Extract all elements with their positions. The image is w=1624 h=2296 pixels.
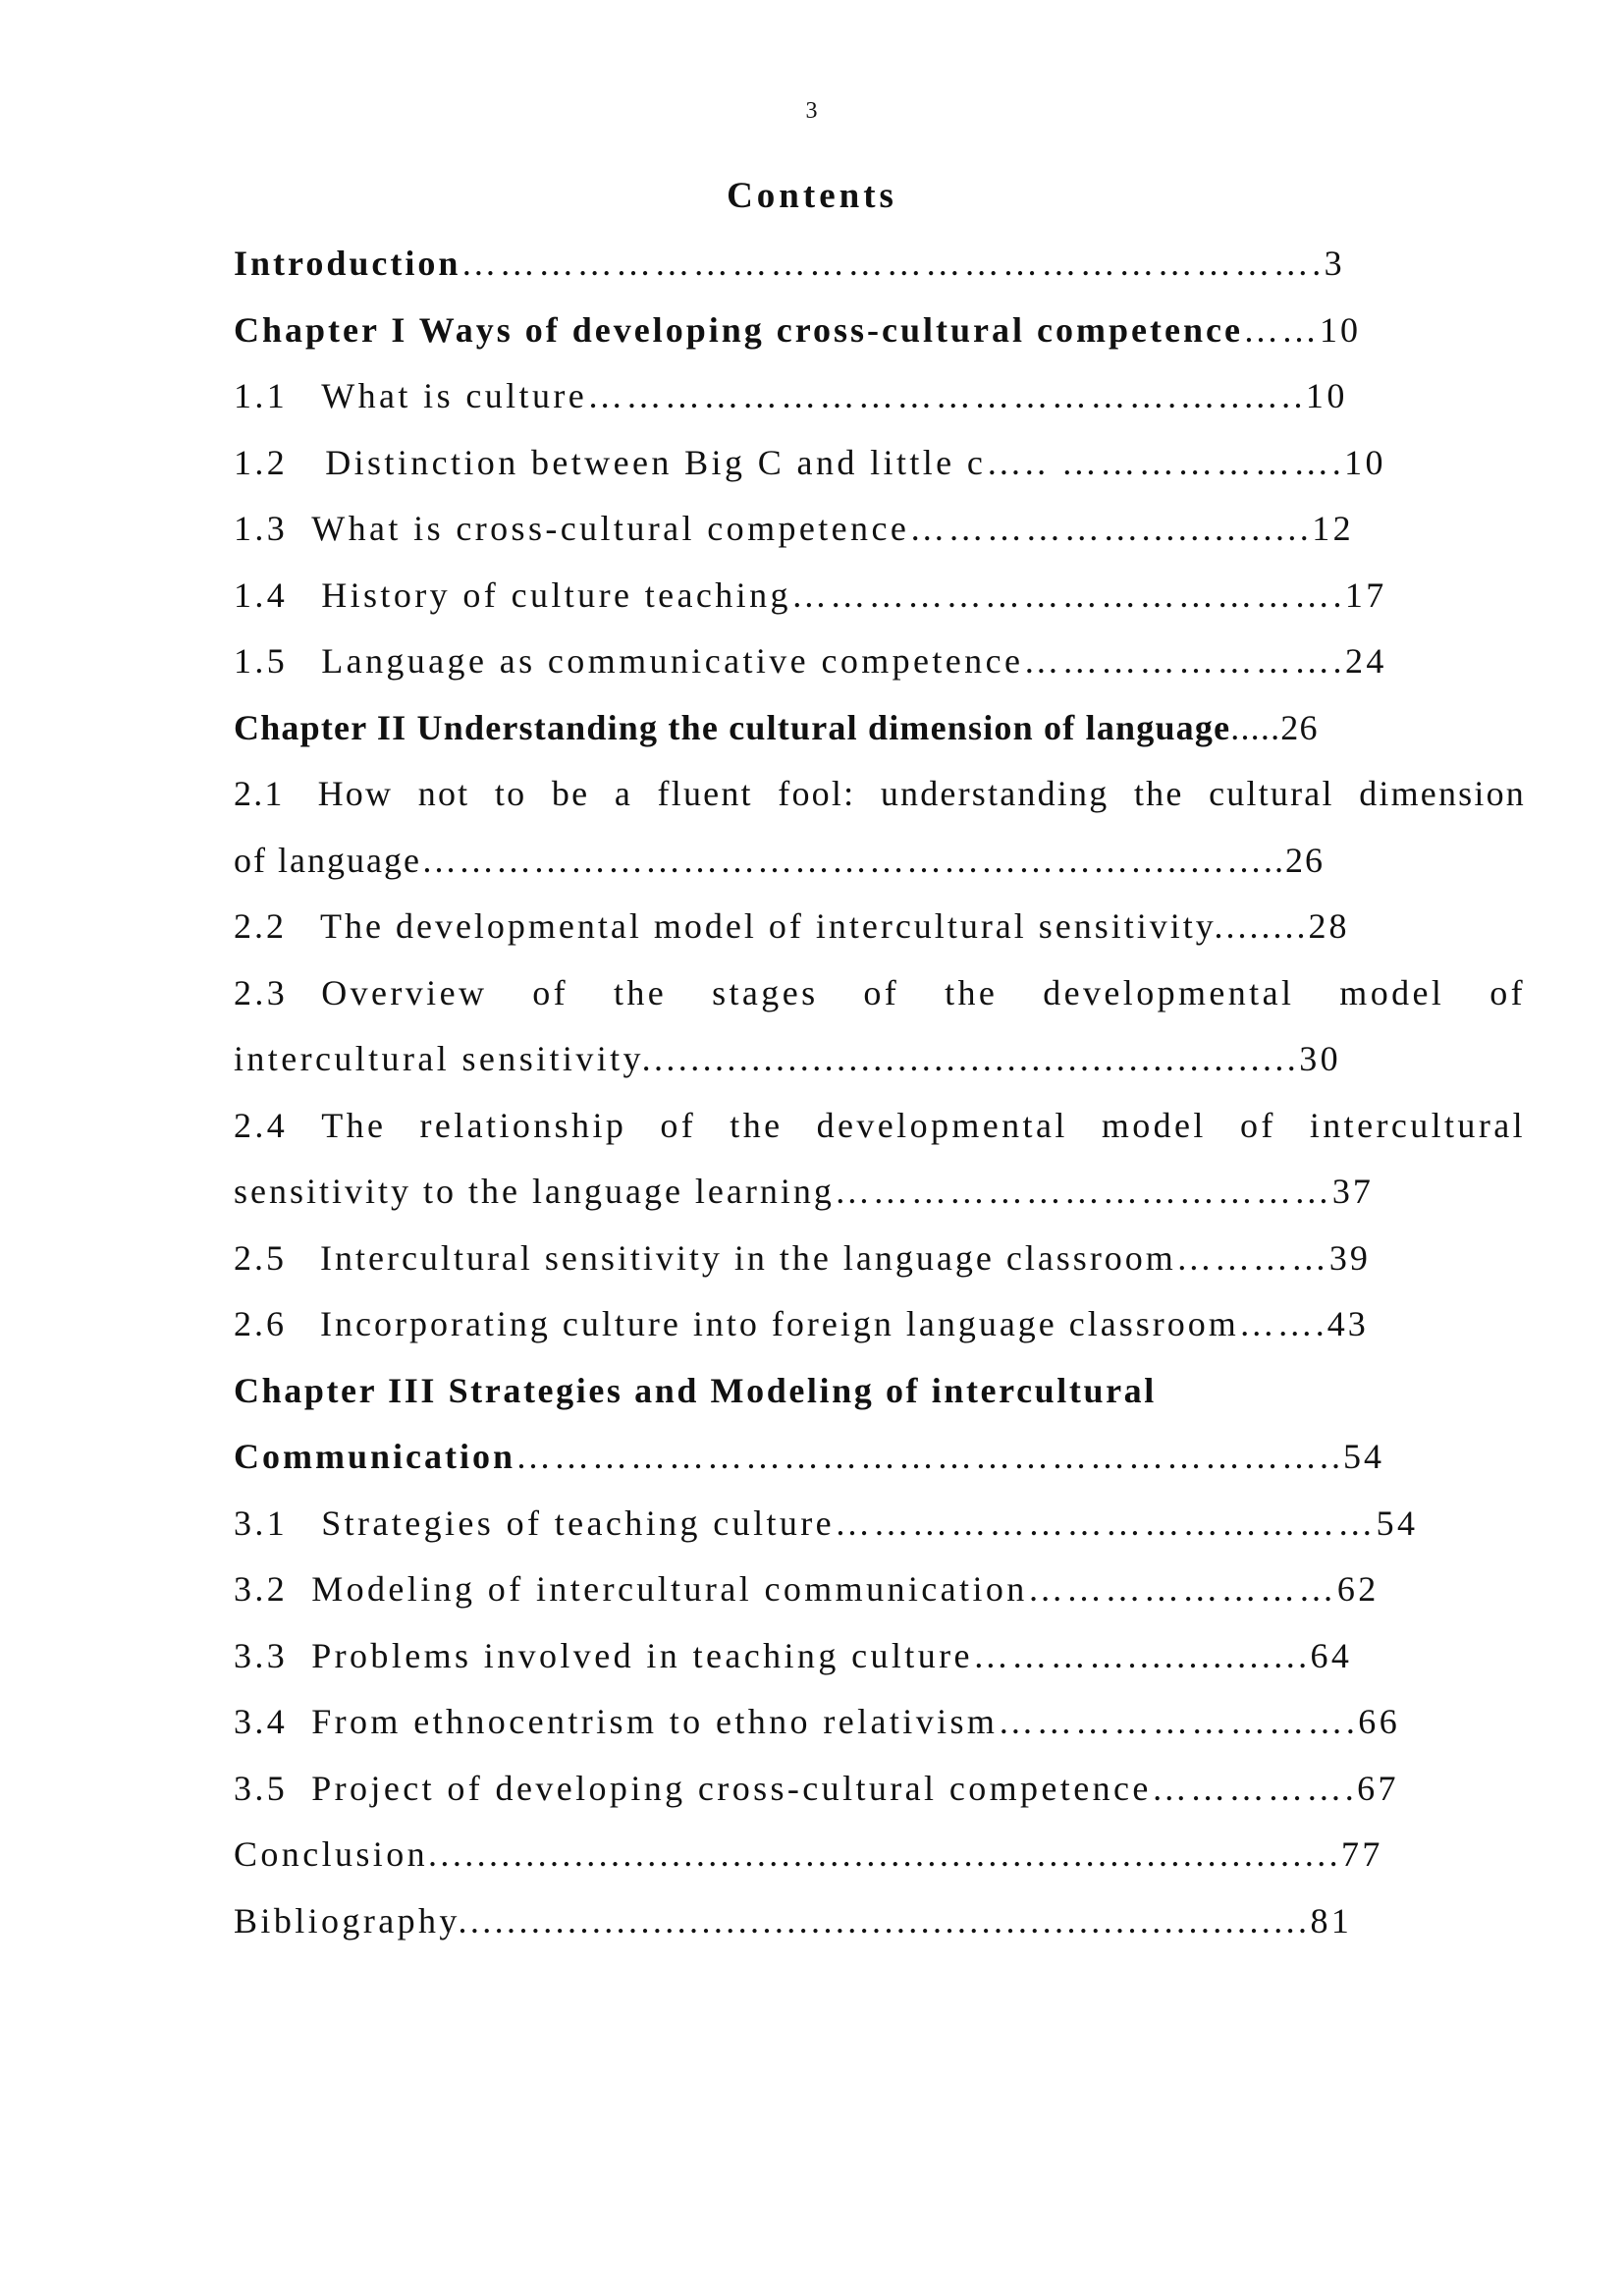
toc-section-number: 3.1 bbox=[234, 1503, 289, 1543]
toc-entry-title: Intercultural sensitivity in the language classroom bbox=[320, 1237, 1176, 1278]
toc-line-chapter-2 bbox=[234, 695, 1530, 762]
toc-section-number: 2.5 bbox=[234, 1237, 287, 1278]
toc-entry-title: Strategies of teaching culture bbox=[321, 1503, 836, 1543]
toc-line-2-3 bbox=[234, 960, 1526, 1027]
toc-leader: ………………..............12 bbox=[909, 509, 1355, 548]
toc-section-number: 1.3 bbox=[234, 509, 289, 548]
toc-leader: ……………………………………………………..……..26 bbox=[420, 840, 1325, 880]
toc-entry-title: of language bbox=[234, 840, 421, 880]
toc-entry-title: Bibliography bbox=[234, 1900, 459, 1941]
page-number: 3 bbox=[805, 98, 819, 124]
toc-line-1-1 bbox=[234, 363, 1530, 430]
toc-entry-title: Project of developing cross-cultural competence bbox=[311, 1768, 1152, 1808]
toc-line-1-4 bbox=[234, 563, 1530, 629]
toc-section-number: 1.2 bbox=[234, 442, 289, 482]
toc-line-2-4-continued bbox=[234, 1159, 1530, 1226]
toc-entry-title: History of culture teaching bbox=[321, 574, 791, 615]
toc-leader: ......................................................................81 bbox=[458, 1900, 1353, 1941]
toc-section-number: 2.1 bbox=[234, 774, 285, 813]
toc-line-1-5 bbox=[234, 629, 1530, 695]
toc-line-3-2 bbox=[234, 1557, 1530, 1623]
toc-line-3-3 bbox=[234, 1623, 1530, 1690]
toc-line-2-5 bbox=[234, 1226, 1530, 1292]
toc-line-1-2 bbox=[234, 430, 1530, 497]
toc-entry-title: Conclusion bbox=[234, 1834, 429, 1874]
table-of-contents bbox=[234, 231, 1530, 1954]
toc-entry-title: What is culture bbox=[321, 376, 588, 415]
toc-section-number: 3.3 bbox=[234, 1635, 289, 1675]
toc-section-number: 3.5 bbox=[234, 1768, 289, 1808]
toc-leader: …………...............64 bbox=[972, 1635, 1353, 1675]
toc-leader: ...........................................................................77 bbox=[428, 1834, 1383, 1874]
toc-line-conclusion bbox=[234, 1822, 1530, 1888]
toc-entry-title: Incorporating culture into foreign language classroom bbox=[320, 1304, 1239, 1343]
toc-leader: ……………………………………….…..…..10 bbox=[587, 376, 1348, 415]
toc-line-2-3-continued bbox=[234, 1026, 1530, 1093]
toc-entry-title: How not to be a fluent fool: understanding the cultural dimension bbox=[317, 774, 1526, 813]
contents-heading: Contents bbox=[727, 176, 897, 216]
toc-entry-title: Communication bbox=[234, 1437, 516, 1476]
toc-section-number: 1.4 bbox=[234, 574, 289, 615]
toc-line-chapter-1 bbox=[234, 298, 1530, 364]
toc-line-2-1-continued bbox=[234, 828, 1530, 895]
toc-section-number: 1.5 bbox=[234, 641, 289, 681]
toc-line-2-2 bbox=[234, 894, 1530, 960]
toc-entry-title: From ethnocentrism to ethno relativism bbox=[311, 1702, 999, 1741]
toc-entry-title: Chapter I Ways of developing cross-cultural competence bbox=[234, 309, 1243, 350]
toc-section-number: 3.4 bbox=[234, 1702, 289, 1741]
toc-entry-title: Chapter II Understanding the cultural dimension of language bbox=[234, 707, 1231, 747]
toc-line-3-1 bbox=[234, 1491, 1530, 1558]
toc-line-2-6 bbox=[234, 1291, 1530, 1358]
toc-entry-title: Chapter III Strategies and Modeling of intercultural bbox=[234, 1370, 1157, 1410]
toc-line-chapter-3 bbox=[234, 1358, 1530, 1425]
toc-leader: ........28 bbox=[1214, 906, 1350, 946]
toc-section-number: 3.2 bbox=[234, 1569, 289, 1609]
toc-entry-title: The relationship of the developmental model of intercultural bbox=[321, 1105, 1526, 1145]
toc-section-number: 2.4 bbox=[234, 1105, 289, 1145]
toc-leader: …………………………………37 bbox=[834, 1172, 1374, 1211]
toc-leader: ……………………………………54 bbox=[835, 1503, 1419, 1543]
toc-section-number: 2.6 bbox=[234, 1304, 287, 1343]
toc-leader: ……………………62 bbox=[1027, 1569, 1380, 1609]
toc-line-3-5 bbox=[234, 1756, 1530, 1823]
toc-line-introduction bbox=[234, 231, 1530, 298]
toc-line-3-4 bbox=[234, 1689, 1530, 1756]
toc-leader: …………39 bbox=[1175, 1237, 1371, 1278]
toc-leader: ….. ………………….10 bbox=[986, 442, 1386, 482]
toc-entry-title: sensitivity to the language learning bbox=[234, 1172, 835, 1211]
toc-leader: …………………………………….17 bbox=[790, 574, 1387, 615]
toc-entry-title: Distinction between Big C and little c bbox=[325, 442, 987, 482]
toc-leader: ………………………………………………………..54 bbox=[515, 1437, 1385, 1476]
toc-leader: …………………….24 bbox=[1023, 641, 1387, 681]
toc-line-bibliography bbox=[234, 1888, 1530, 1955]
toc-leader: …………….67 bbox=[1151, 1768, 1399, 1808]
toc-leader: ……………………….66 bbox=[998, 1702, 1401, 1741]
toc-leader: ……10 bbox=[1242, 309, 1361, 350]
toc-section-number: 1.1 bbox=[234, 376, 289, 415]
toc-leader: .....26 bbox=[1230, 707, 1319, 747]
toc-entry-title: What is cross-cultural competence bbox=[311, 509, 910, 548]
toc-line-1-3 bbox=[234, 496, 1530, 563]
toc-entry-title: Problems involved in teaching culture bbox=[311, 1635, 973, 1675]
toc-line-2-4 bbox=[234, 1093, 1526, 1160]
toc-leader: ......................................................30 bbox=[641, 1039, 1341, 1078]
toc-entry-title: Modeling of intercultural communication bbox=[311, 1569, 1028, 1609]
toc-line-chapter-3-continued bbox=[234, 1424, 1530, 1491]
toc-entry-title: Introduction bbox=[234, 244, 461, 283]
toc-line-2-1 bbox=[234, 761, 1526, 828]
toc-entry-title: The developmental model of intercultural sensitivity bbox=[320, 906, 1215, 946]
toc-section-number: 2.2 bbox=[234, 906, 287, 946]
toc-entry-title: intercultural sensitivity bbox=[234, 1039, 642, 1078]
toc-entry-title: Language as communicative competence bbox=[321, 641, 1024, 681]
toc-leader: …….43 bbox=[1238, 1304, 1369, 1343]
toc-entry-title: Overview of the stages of the developmental model of bbox=[321, 972, 1526, 1012]
toc-leader: ………………………………………………………….3 bbox=[460, 244, 1345, 283]
toc-section-number: 2.3 bbox=[234, 972, 289, 1012]
